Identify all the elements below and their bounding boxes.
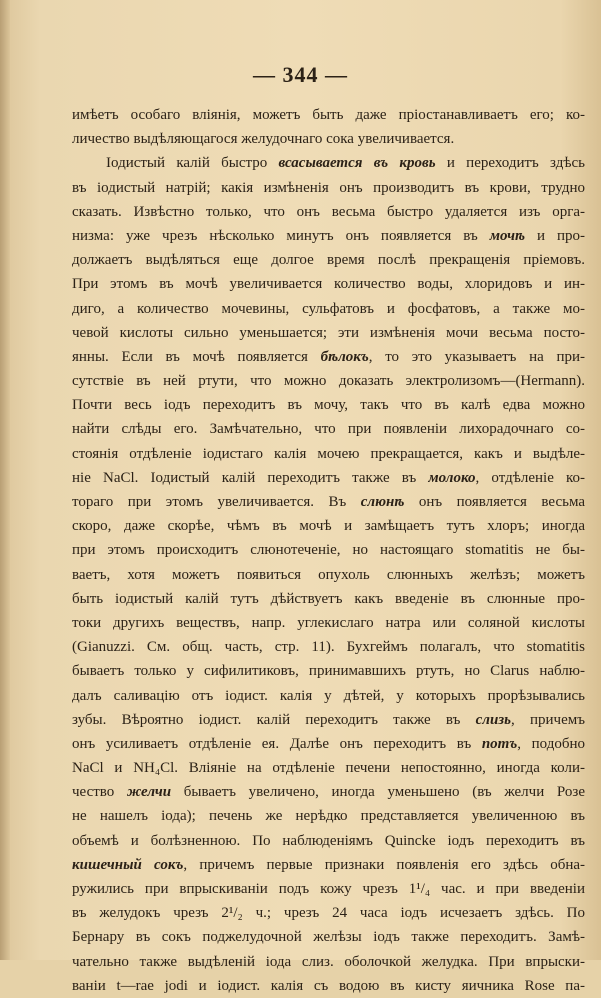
text-segment: NaCl и NH₄Cl. Вліяніе на отдѣленіе печени непостоянно, иногда коли- [72, 760, 585, 777]
text-line [72, 804, 585, 828]
text-line [72, 684, 585, 708]
text-segment: въ іодистый натрій; какія измѣненія онъ производитъ въ крови, трудно [72, 179, 585, 196]
text-line [72, 127, 585, 151]
emphasized-term: слюнѣ [360, 494, 405, 510]
emphasized-term: желчи [126, 784, 172, 801]
text-segment: найти слѣды его. Замѣчательно, что при появленіи лихорадочнаго со- [72, 421, 585, 438]
text-segment: , причемъ первые признаки появленія его здѣсь обна- [183, 856, 585, 873]
text-segment: скоро, даже скорѣе, чѣмъ въ мочѣ и замѣщаетъ тутъ хлоръ; иногда [72, 518, 585, 535]
text-segment: ружились при впрыскиваніи подъ кожу чрезъ 1¹/₄ час. и при введеніи [72, 881, 585, 897]
text-segment: диго, а количество мочевины, сульфатовъ и фосфатовъ, а также мо- [72, 300, 585, 317]
text-line [72, 417, 585, 441]
emphasized-term: всасывается въ кровь [278, 155, 436, 172]
text-line [72, 732, 585, 756]
text-line [72, 708, 585, 732]
text-segment: бываетъ увеличено, иногда уменьшено (въ желчи Розе [171, 784, 585, 801]
emphasized-term: кишечный сокъ [72, 856, 184, 873]
emphasized-term: потъ [481, 735, 518, 752]
text-line [72, 176, 585, 200]
text-segment: объемѣ и болѣзненною. По наблюденіямъ Quincke іодъ переходитъ въ [72, 832, 585, 849]
text-segment: янны. Если въ мочѣ появляется [72, 348, 321, 365]
text-line [72, 466, 585, 490]
text-line [72, 925, 585, 949]
emphasized-term: молоко [428, 469, 476, 486]
text-line [72, 877, 585, 901]
text-segment: далъ саливацію отъ іодист. калія у дѣтей, у которыхъ прорѣзывались [72, 687, 585, 704]
text-line [72, 103, 585, 127]
text-segment: , отдѣленіе ко- [475, 469, 585, 486]
text-segment: ніе NaCl. Іодистый калій переходитъ также въ [72, 469, 429, 486]
text-line [72, 297, 585, 321]
text-line [72, 200, 585, 224]
text-segment: чательно также выдѣленій іода слиз. оболочкой желудка. При впрыски- [72, 953, 585, 970]
text-segment: , подобно [517, 735, 585, 752]
text-segment: При этомъ въ мочѣ увеличивается количество воды, хлоридовъ и ин- [72, 276, 585, 293]
text-segment: ваетъ, хотя можетъ появиться опухоль слюнныхъ желѣзъ; можетъ [72, 566, 585, 583]
text-segment: стоянія отдѣленіе іодистаго калія мочею прекращается, какъ и выдѣле- [72, 445, 585, 462]
text-segment: должаетъ выдѣляться еще долгое время послѣ прекращенія пріемовъ. [72, 252, 585, 269]
text-line [72, 829, 585, 853]
text-segment: не нашелъ іода); печень же нерѣдко представляется увеличенною въ [72, 808, 585, 825]
text-line [72, 635, 585, 659]
text-line [72, 563, 585, 587]
page-number-header: — 344 — [253, 62, 348, 87]
text-segment: сутствіе въ ней ртути, что можно доказать электролизомъ—(Hermann). [72, 373, 585, 390]
text-line [72, 345, 585, 369]
text-segment: зубы. Вѣроятно іодист. калій переходитъ также въ [72, 711, 476, 728]
text-segment: чество [72, 784, 127, 801]
text-line [72, 321, 585, 345]
text-segment: и про- [524, 227, 585, 244]
text-segment: (Gianuzzi. См. общ. часть, стр. 11). Бухгеймъ полагалъ, что stomatitis [72, 639, 585, 656]
text-line [72, 901, 585, 925]
text-segment: и переходитъ здѣсь [435, 155, 585, 172]
text-segment: Іодистый калій быстро [106, 155, 279, 172]
text-segment: токи другихъ веществъ, напр. углекислаго натра или соляной кислоты [72, 614, 585, 631]
text-segment: , то это указываетъ на при- [368, 348, 585, 365]
text-segment: личество выдѣляющагося желудочнаго сока увеличивается. [72, 131, 455, 148]
text-line [72, 853, 585, 877]
text-line [72, 587, 585, 611]
text-line [72, 950, 585, 974]
text-line [72, 490, 585, 514]
text-segment: быть іодистый калій тутъ дѣйствуетъ какъ введеніе въ слюнные про- [72, 590, 585, 607]
page-gutter-shadow [0, 0, 10, 960]
emphasized-term: бѣлокъ [320, 348, 369, 365]
text-segment: онъ усиливаетъ отдѣленіе ея. Далѣе онъ переходитъ въ [72, 735, 482, 752]
text-line [72, 224, 585, 248]
text-segment: ваніи t—rae jodi и іодист. калія съ водою въ кисту яичника Rose па- [72, 977, 585, 994]
text-line [72, 151, 585, 175]
text-line [72, 538, 585, 562]
text-line [72, 611, 585, 635]
text-segment: тораго при этомъ увеличивается. Въ [72, 494, 361, 510]
text-segment: бываетъ только у сифилитиковъ, принимавшихъ ртуть, но Clarus наблю- [72, 663, 585, 680]
text-line [72, 442, 585, 466]
text-segment: въ желудокъ чрезъ 2¹/₂ ч.; чрезъ 24 часа іодъ исчезаетъ здѣсь. По [72, 905, 585, 922]
text-segment: чевой кислоты сильно уменьшается; эти измѣненія мочи весьма посто- [72, 324, 585, 341]
text-segment: онъ появляется весьма [404, 494, 585, 510]
text-line [72, 393, 585, 417]
text-segment: при этомъ происходитъ слюнотеченіе, но настоящаго stomatitis не бы- [72, 542, 585, 559]
text-line [72, 756, 585, 780]
text-line [72, 272, 585, 296]
text-segment: сказать. Извѣстно только, что онъ весьма быстро удаляется изъ орга- [72, 203, 585, 220]
emphasized-term: мочѣ [489, 227, 525, 244]
text-line [72, 369, 585, 393]
text-segment: Почти весь іодъ переходитъ въ мочу, такъ что въ калѣ едва можно [72, 397, 585, 414]
text-segment: Бернару въ сокъ поджелудочной желѣзы іодъ также переходитъ. Замѣ- [72, 929, 585, 946]
text-line [72, 248, 585, 272]
text-segment: низма: уже чрезъ нѣсколько минутъ онъ появляется въ [72, 227, 490, 244]
text-line [72, 780, 585, 804]
text-line [72, 974, 585, 998]
text-segment: , причемъ [511, 711, 585, 728]
body-text [72, 103, 585, 998]
text-line [72, 659, 585, 683]
text-line [72, 514, 585, 538]
text-segment: имѣетъ особаго вліянія, можетъ быть даже пріостанавливаетъ его; ко- [72, 107, 585, 123]
emphasized-term: слизь [475, 711, 512, 728]
